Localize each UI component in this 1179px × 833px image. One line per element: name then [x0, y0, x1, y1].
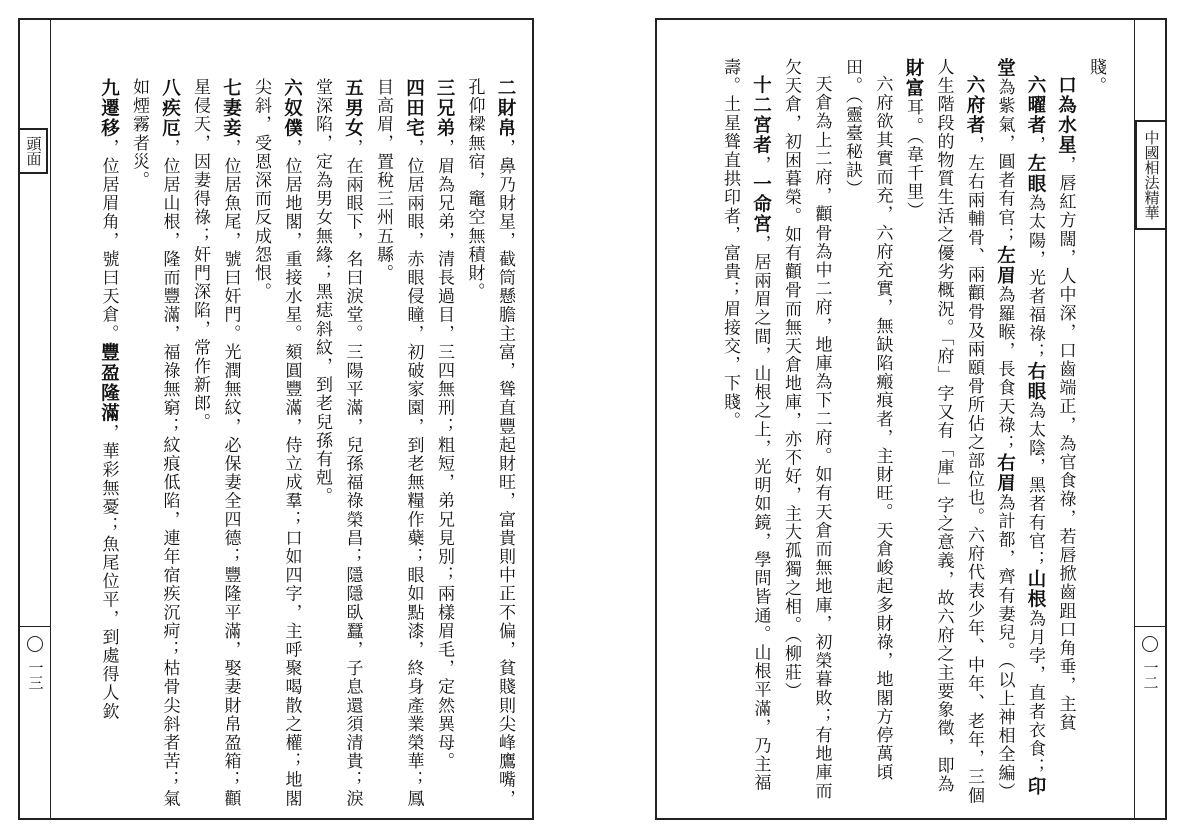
bold-term: 口為水星 [1055, 75, 1077, 156]
left-paragraph [307, 78, 368, 808]
paragraph-text: 為計都，齊有妻兒。（以上神相全編） [994, 493, 1015, 802]
paragraph-text: ，位居地閣，重接水星。頦圓豐滿，侍立成羣；口如四字，主呼聚喝散之權；地閣尖斜，受恩深而反成怨恨。 [251, 78, 302, 808]
left-paragraph [246, 78, 307, 808]
bold-term: 七妻妾 [220, 78, 242, 139]
left-paragraph [93, 78, 124, 808]
left-paragraph [429, 78, 460, 808]
right-paragraph [715, 58, 776, 806]
paragraph-text: 六府欲其實而充，六府充實，無缺陷瘢痕者，主財旺。天倉峻起多財祿，地閣方停萬頃田。（靈臺秘訣） [842, 58, 893, 782]
paragraph-text: ，位居山根，隆而豐滿，福祿無窮；紋痕低陷，連年宿疾沉疴；枯骨尖斜者苦；氣如煙霧者災。 [129, 78, 180, 808]
left-page-body [68, 78, 520, 808]
bold-term: 一命宮 [750, 174, 772, 235]
right-page-number-text: 一二 [1141, 660, 1160, 690]
paragraph-text: ， [1025, 135, 1045, 154]
bold-term: 十二宮者 [750, 75, 772, 156]
right-paragraph [837, 58, 898, 806]
bold-term: 右眉 [994, 453, 1016, 494]
right-page [655, 18, 1167, 820]
zero-circle-icon [1142, 636, 1158, 652]
bold-term: 六奴僕 [281, 78, 303, 139]
bold-term: 六府者 [964, 75, 985, 136]
paragraph-text: 耳。（韋千里） [903, 98, 923, 220]
bold-term: 豐盈隆滿 [98, 342, 120, 424]
bold-term: 四田宅 [403, 78, 425, 139]
right-paragraph [989, 58, 1050, 806]
paragraph-text: 為紫氣，圓者有官； [994, 78, 1015, 246]
paragraph-text: 為太陽，光者福祿； [1025, 194, 1045, 362]
bold-term: 山根 [1025, 569, 1046, 610]
left-paragraph [368, 78, 429, 808]
paragraph-text: ， [750, 155, 771, 175]
right-paragraph [898, 58, 990, 806]
right-page-number [1135, 636, 1165, 690]
bold-term: 六曜者 [1025, 75, 1046, 136]
paragraph-text: ，在兩眼下，名曰淚堂。三陽平滿，兒孫福祿榮昌；隱隱臥蠶，子息還須清貴；淚堂深陷，定為男女無緣；黑痣斜紋，到老兒孫有剋。 [312, 78, 363, 808]
paragraph-text: ，華彩無憂；魚尾位平，到處得人欽 [98, 423, 119, 721]
paragraph-text: ，眉為兄弟，清長過目，三四無刑；粗短，弟兄見別；兩樣眉毛，定然異母。 [434, 138, 454, 771]
right-running-head-label: 中國相法精華 [1142, 130, 1161, 220]
right-page-body [671, 58, 1111, 806]
paragraph-text: ，居兩眉之間，山根之上，光明如鏡，學問皆通。山根平滿，乃主福壽。土星聳直拱印者，富貴；眉接交，下賤。 [720, 58, 771, 793]
bold-term: 左眼 [1025, 153, 1046, 195]
paragraph-text: 賤。 [1086, 58, 1106, 96]
paragraph-text: 為羅睺，長食天祿； [994, 285, 1015, 454]
left-section-tab-label: 頭面 [24, 136, 43, 166]
bold-term: 財富 [903, 58, 924, 99]
bold-term: 五男女 [342, 78, 364, 139]
left-section-tab [18, 128, 48, 174]
left-page-margin-line [50, 20, 51, 818]
paragraph-text: 為太陰，黑者有官； [1025, 401, 1045, 570]
paragraph-text: ，位居兩眼，赤眼侵瞳，初破家園，到老無糧作蘗；眼如點漆，終身產業榮華；鳳目高眉，置稅三州五縣。 [373, 78, 424, 808]
paragraph-text: 天倉為上二府，顴骨為中二府，地庫為下二府。如有天倉而無地庫，初榮暮敗；有地庫而欠天倉，初困暮榮。如有顴骨而無天倉地庫，亦不好，主大孤獨之相。（柳莊） [781, 58, 832, 801]
left-page-number-text: 一三 [26, 660, 45, 690]
right-paragraph [1081, 58, 1112, 806]
paragraph-text: ，鼻乃財星，截筒懸膽主富，聳直豐起財旺，富貴則中正不偏，貧賤則尖峰鷹嘴，孔仰樑無宿，竈空無積財。 [464, 78, 515, 808]
paragraph-text: ，位居眉角，號曰天倉。 [98, 138, 119, 343]
right-paragraph [776, 58, 837, 806]
paragraph-text: ，左右兩輔骨、兩顴骨及兩頤骨所佔之部位也。六府代表少年、中年、老年，三個人生階段的物質生活之優劣概況。「府」字又有「庫」字之意義，故六府之主要象徵，即為 [933, 58, 984, 805]
paragraph-text: ，位居魚尾，號曰奸門。光潤無紋，必保妻全四德；豐隆平滿，娶妻財帛盈箱；顴星侵天，因妻得祿；奸門深陷，常作新郎。 [190, 78, 241, 808]
zero-circle-icon [27, 636, 43, 652]
bold-term: 左眉 [994, 245, 1016, 286]
left-paragraph [185, 78, 246, 808]
right-page-number-rule [1135, 626, 1167, 627]
right-running-head-tab [1135, 120, 1167, 230]
left-paragraph [124, 78, 185, 808]
bold-term: 右眼 [1025, 361, 1046, 402]
bold-term: 九遷移 [98, 78, 120, 139]
bold-term: 印堂 [994, 58, 1046, 797]
paragraph-text: ，唇紅方闊，人中深，口齒端正，為官食祿，若唇掀齒跙口角垂，主貧 [1055, 155, 1076, 733]
bold-term: 二財帛 [495, 78, 516, 139]
left-page [18, 18, 534, 820]
right-paragraph [1050, 58, 1081, 806]
left-page-number [20, 636, 50, 690]
paragraph-text: 為月孛，直者衣食； [1025, 609, 1045, 777]
left-paragraph [459, 78, 520, 808]
bold-term: 八疾厄 [159, 78, 181, 139]
left-page-number-rule [18, 626, 50, 627]
bold-term: 三兄弟 [434, 78, 455, 139]
